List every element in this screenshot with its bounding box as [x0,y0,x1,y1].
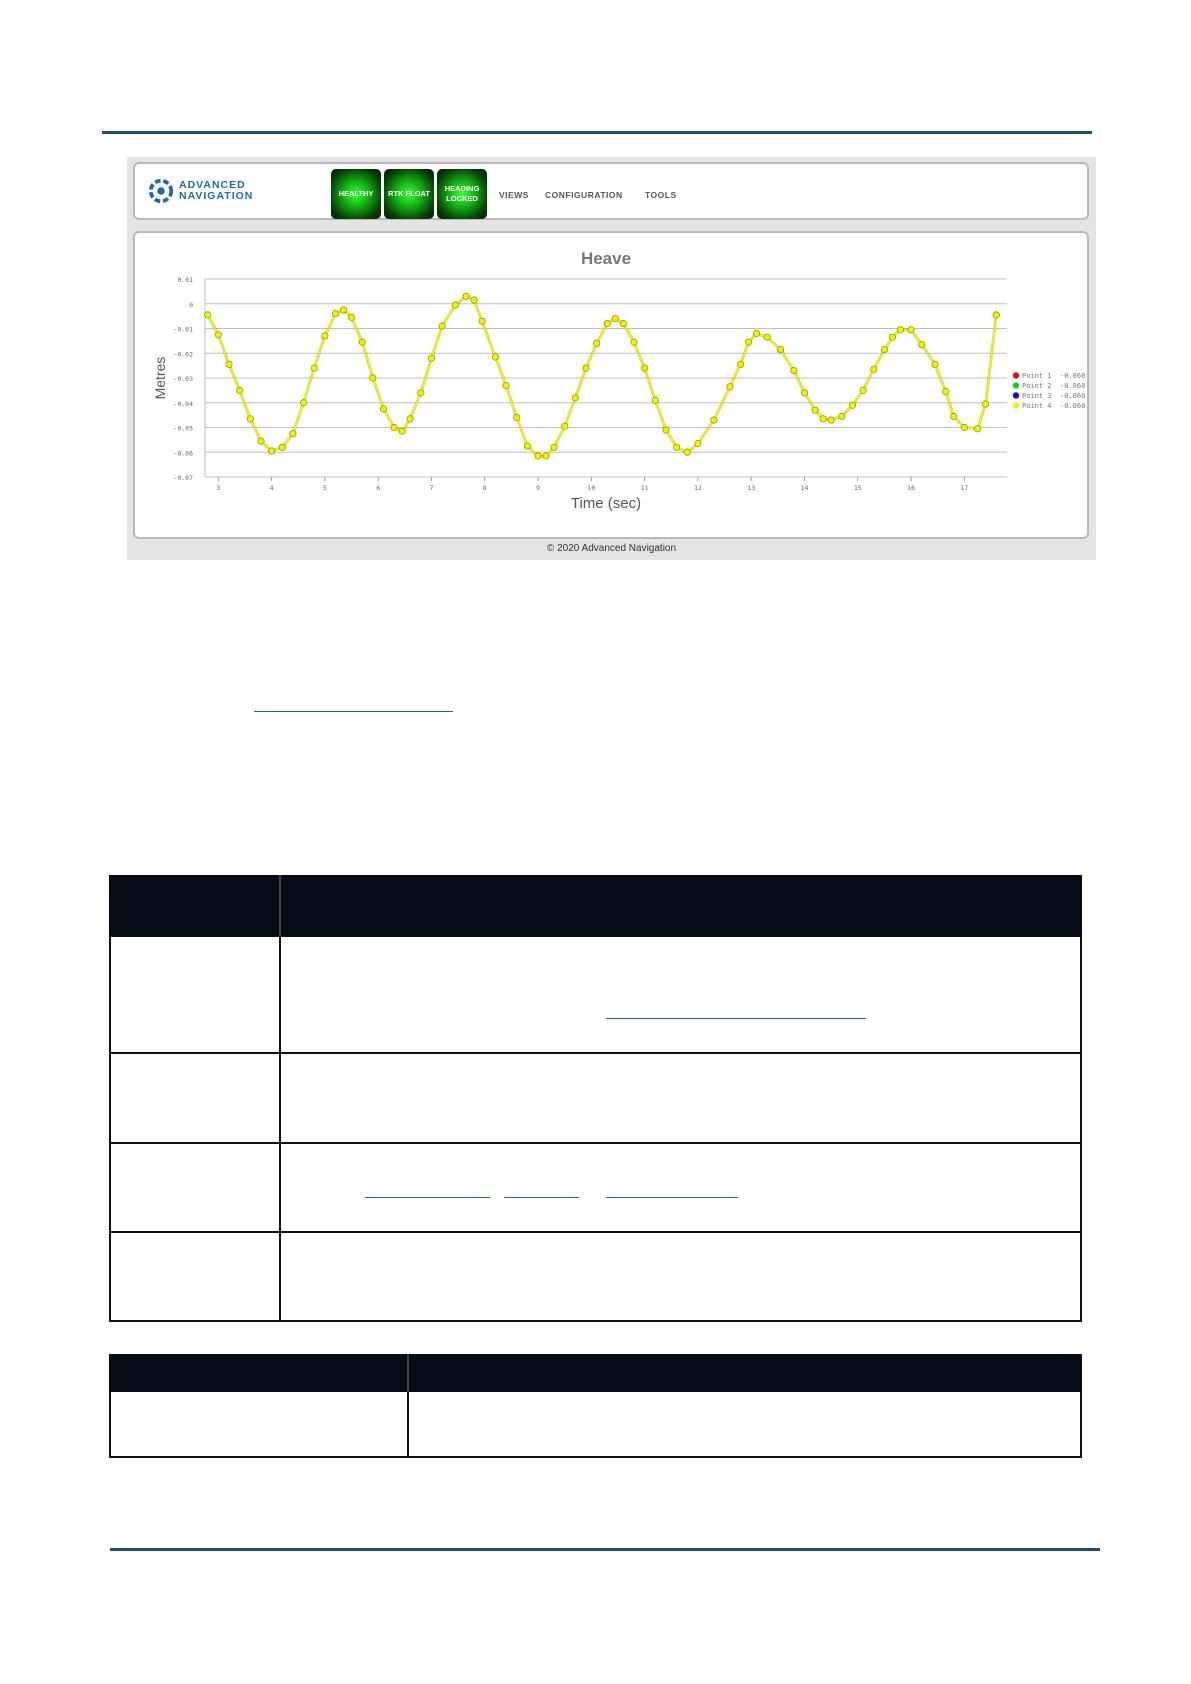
table-1-row-line [109,1052,1082,1054]
data-point [777,346,783,352]
data-point [340,307,346,313]
data-point [471,297,477,303]
chart-panel [133,231,1089,539]
x-tick-label: 6 [376,484,381,492]
table-1-bottom-border [109,1320,1082,1322]
chart-title: Heave [580,249,632,268]
heave-chart [135,233,1087,537]
data-point [204,312,210,318]
logo-text [179,180,253,202]
data-point [583,365,589,371]
status-healthy[interactable] [331,169,381,219]
legend-marker [1013,402,1019,408]
data-point [452,302,458,308]
data-point [871,366,877,372]
legend-marker [1013,372,1019,378]
x-tick-label: 9 [536,484,541,492]
data-point [652,397,658,403]
status-rtk-float[interactable] [384,169,434,219]
data-point [737,361,743,367]
data-point [820,416,826,422]
data-point [620,320,626,326]
data-point [492,354,498,360]
data-point [849,402,855,408]
table-1-row-line [109,1231,1082,1233]
x-tick-label: 5 [322,484,327,492]
data-point [828,417,834,423]
logo-line1: ADVANCED [179,179,246,191]
data-point [593,340,599,346]
link-underline[interactable] [254,711,453,712]
status-rtk-float-label: RTK FLOAT [388,189,430,198]
data-point [290,430,296,436]
x-tick-label: 14 [800,484,809,492]
data-point [908,327,914,333]
data-point [641,365,647,371]
x-tick-label: 11 [640,484,649,492]
table-1-header-divider [279,875,281,937]
x-tick-label: 16 [907,484,915,492]
legend-value: -0.060 [1060,382,1086,390]
top-navbar [133,162,1089,220]
x-tick-label: 10 [587,484,596,492]
table-2-left-border [109,1392,111,1458]
data-point [663,427,669,433]
data-point [380,406,386,412]
data-point [897,327,903,333]
y-tick-label: -0.05 [173,424,193,433]
table-1-right-border [1080,937,1082,1322]
legend-marker [1013,382,1019,388]
data-point [711,417,717,423]
x-axis-label: Time (sec) [570,495,642,512]
y-tick-label: -0.01 [173,325,193,334]
status-healthy-label: HEALTHY [338,189,374,198]
data-point [514,414,520,420]
x-tick-label: 8 [482,484,487,492]
data-point [428,355,434,361]
data-point [993,312,999,318]
legend-label: Point 3 [1022,392,1052,400]
data-point [439,323,445,329]
data-point [479,318,485,324]
data-point [399,428,405,434]
data-point [673,444,679,450]
data-point [753,330,759,336]
menu-views[interactable]: VIEWS [499,190,529,200]
data-point [860,387,866,393]
data-point [631,339,637,345]
x-tick-label: 12 [694,484,702,492]
table-2-header [109,1354,1082,1392]
app-screenshot [127,157,1096,560]
data-point [268,448,274,454]
data-point [684,449,690,455]
data-point [943,388,949,394]
data-point [951,413,957,419]
status-heading-locked[interactable] [437,169,487,219]
legend-value: -0.060 [1060,402,1086,410]
data-point [562,423,568,429]
table-2-col-divider [407,1392,409,1458]
table-1-header [109,875,1082,937]
data-point [215,331,221,337]
table-1-link[interactable] [504,1197,579,1198]
data-point [604,320,610,326]
data-point [695,440,701,446]
data-point [572,395,578,401]
status-heading-locked-label: HEADING LOCKED [444,184,480,203]
data-point [348,314,354,320]
copyright: © 2020 Advanced Navigation [546,543,677,554]
data-point [919,341,925,347]
data-point [839,413,845,419]
table-1-link[interactable] [365,1197,490,1198]
x-tick-label: 4 [269,484,274,492]
table-1-row-line [109,1142,1082,1144]
x-tick-label: 7 [429,484,434,492]
data-point [311,365,317,371]
data-point [982,401,988,407]
x-tick-label: 17 [960,484,969,492]
data-point [332,310,338,316]
table-1-link[interactable] [606,1018,866,1019]
data-point [612,315,618,321]
y-tick-label: -0.03 [173,375,193,383]
data-point [463,293,469,299]
data-point [247,416,253,422]
footer-rule [110,1548,1100,1551]
data-point [503,382,509,388]
data-point [881,346,887,352]
y-tick-label: 0 [189,300,193,309]
data-point [279,444,285,450]
data-point [551,444,557,450]
data-point [258,438,264,444]
data-point [524,443,530,449]
legend-marker [1013,392,1019,398]
data-point [300,400,306,406]
legend-value: -0.060 [1060,372,1086,380]
data-point [418,390,424,396]
data-point [974,426,980,432]
y-tick-label: -0.07 [173,474,193,482]
table-1-left-border [109,937,111,1322]
data-point [226,361,232,367]
legend-label: Point 1 [1022,372,1052,380]
table-1-link[interactable] [606,1197,738,1198]
menu-configuration[interactable]: CONFIGURATION [545,190,623,200]
data-point [535,453,541,459]
data-point [322,333,328,339]
data-point [932,361,938,367]
x-tick-label: 15 [853,484,862,492]
data-point [543,453,549,459]
data-point [764,334,770,340]
series-line-shadow [208,296,997,456]
menu-tools[interactable]: TOOLS [645,190,677,200]
y-tick-label: -0.06 [173,449,193,458]
series-line [208,296,997,456]
legend-value: -0.060 [1060,392,1086,400]
data-point [801,390,807,396]
data-point [812,407,818,413]
y-tick-label: -0.02 [173,350,193,359]
data-point [359,339,365,345]
y-tick-label: -0.04 [173,399,193,408]
data-point [370,375,376,381]
data-point [391,424,397,430]
table-2-bottom-border [109,1456,1082,1458]
data-point [236,387,242,393]
table-1-col-divider [279,937,281,1322]
table-2-right-border [1080,1392,1082,1458]
data-point [961,424,967,430]
legend-label: Point 4 [1022,402,1052,410]
legend-label: Point 2 [1022,382,1052,390]
data-point [791,367,797,373]
header-rule [102,131,1092,134]
data-point [407,416,413,422]
logo-line2: NAVIGATION [179,190,254,202]
data-point [745,339,751,345]
x-tick-label: 13 [747,484,756,492]
logo-icon [147,177,175,205]
data-point [889,334,895,340]
data-point [727,383,733,389]
x-tick-label: 3 [216,484,221,492]
table-2-header-divider [407,1354,409,1392]
y-tick-label: 0.01 [177,276,193,284]
y-axis-label: Metres [152,356,168,400]
